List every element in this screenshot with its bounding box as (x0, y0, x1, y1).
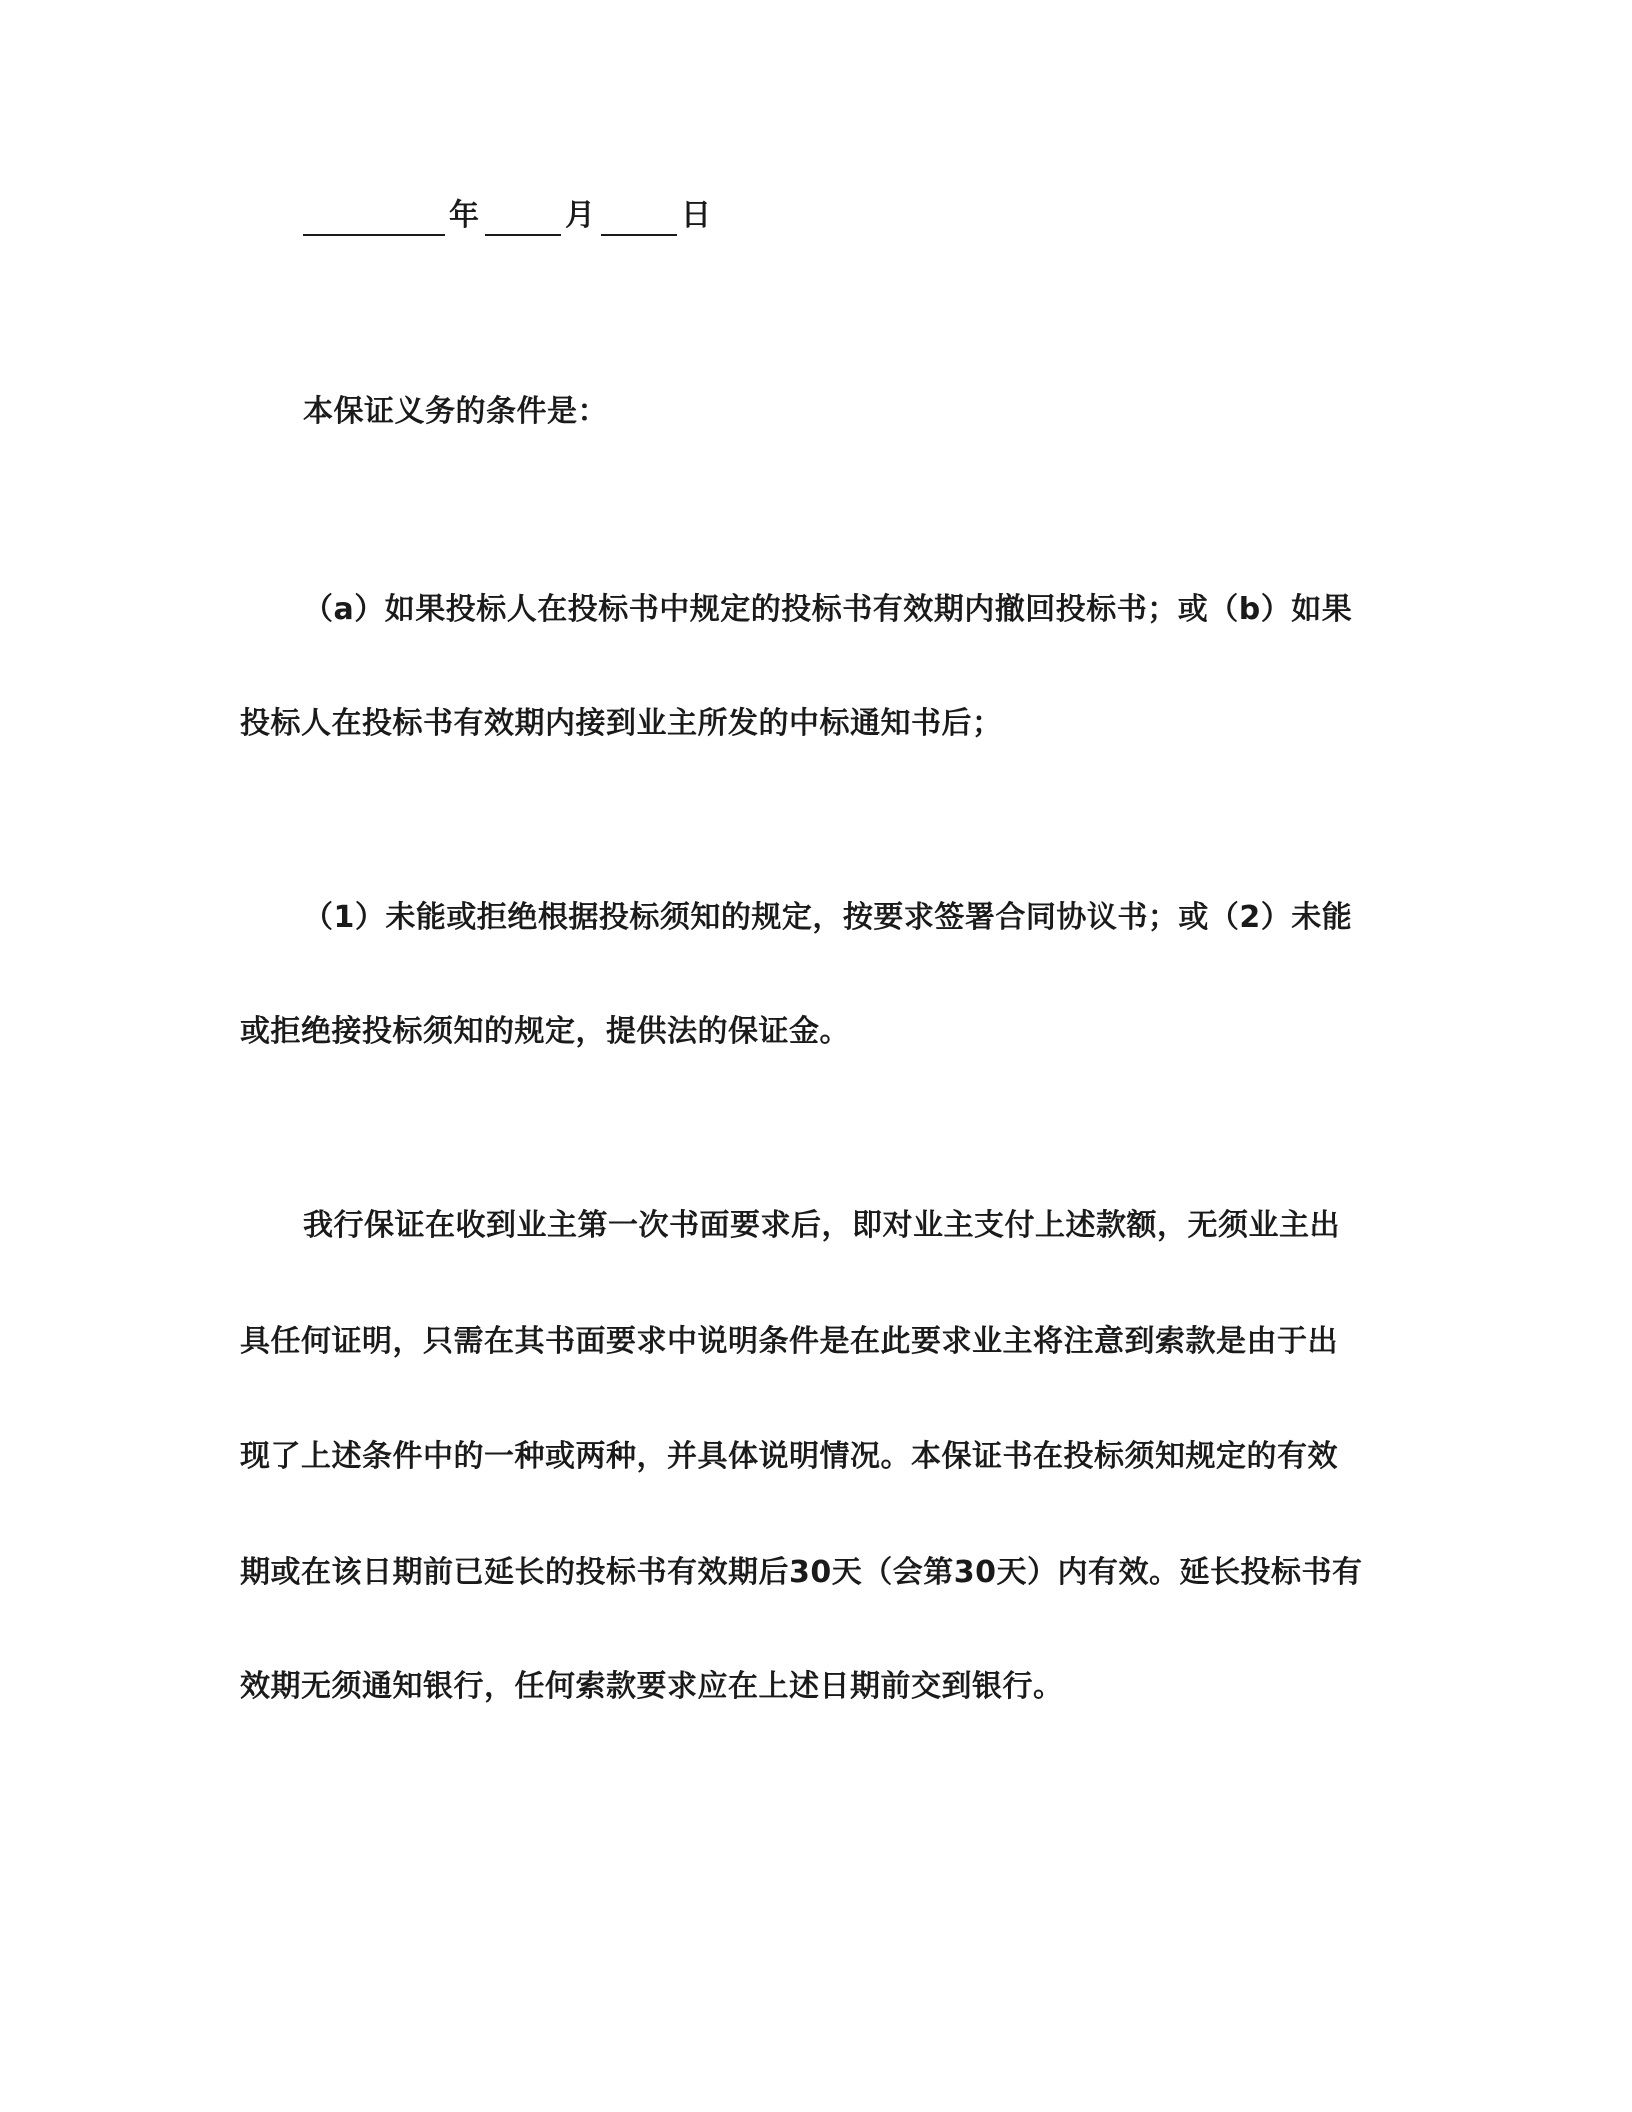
month-label: 月 (565, 198, 595, 233)
clause-12-line-2: 或拒绝接投标须知的规定，提供法的保证金。 (240, 1014, 850, 1049)
year-label: 年 (449, 198, 479, 233)
month-blank (485, 198, 561, 236)
day-label: 日 (681, 198, 711, 233)
clause-ab-line-2: 投标人在投标书有效期内接到业主所发的中标通知书后； (240, 706, 1003, 741)
guarantee-line-2: 具任何证明，只需在其书面要求中说明条件是在此要求业主将注意到索款是由于出 (240, 1324, 1338, 1359)
guarantee-line-5: 效期无须通知银行，任何索款要求应在上述日期前交到银行。 (240, 1669, 1064, 1704)
year-blank (303, 198, 445, 236)
conditions-heading: 本保证义务的条件是： (303, 394, 608, 429)
clause-12-line-1: （1）未能或拒绝根据投标须知的规定，按要求签署合同协议书；或（2）未能 (303, 900, 1353, 935)
clause-ab-line-1: （a）如果投标人在投标书中规定的投标书有效期内撤回投标书；或（b）如果 (303, 592, 1353, 627)
guarantee-line-4: 期或在该日期前已延长的投标书有效期后30天（会第30天）内有效。延长投标书有 (240, 1555, 1363, 1590)
guarantee-line-1: 我行保证在收到业主第一次书面要求后，即对业主支付上述款额，无须业主出 (303, 1208, 1340, 1243)
guarantee-line-3: 现了上述条件中的一种或两种，并具体说明情况。本保证书在投标须知规定的有效 (240, 1439, 1338, 1474)
date-fill-line (303, 196, 717, 236)
day-blank (601, 198, 677, 236)
